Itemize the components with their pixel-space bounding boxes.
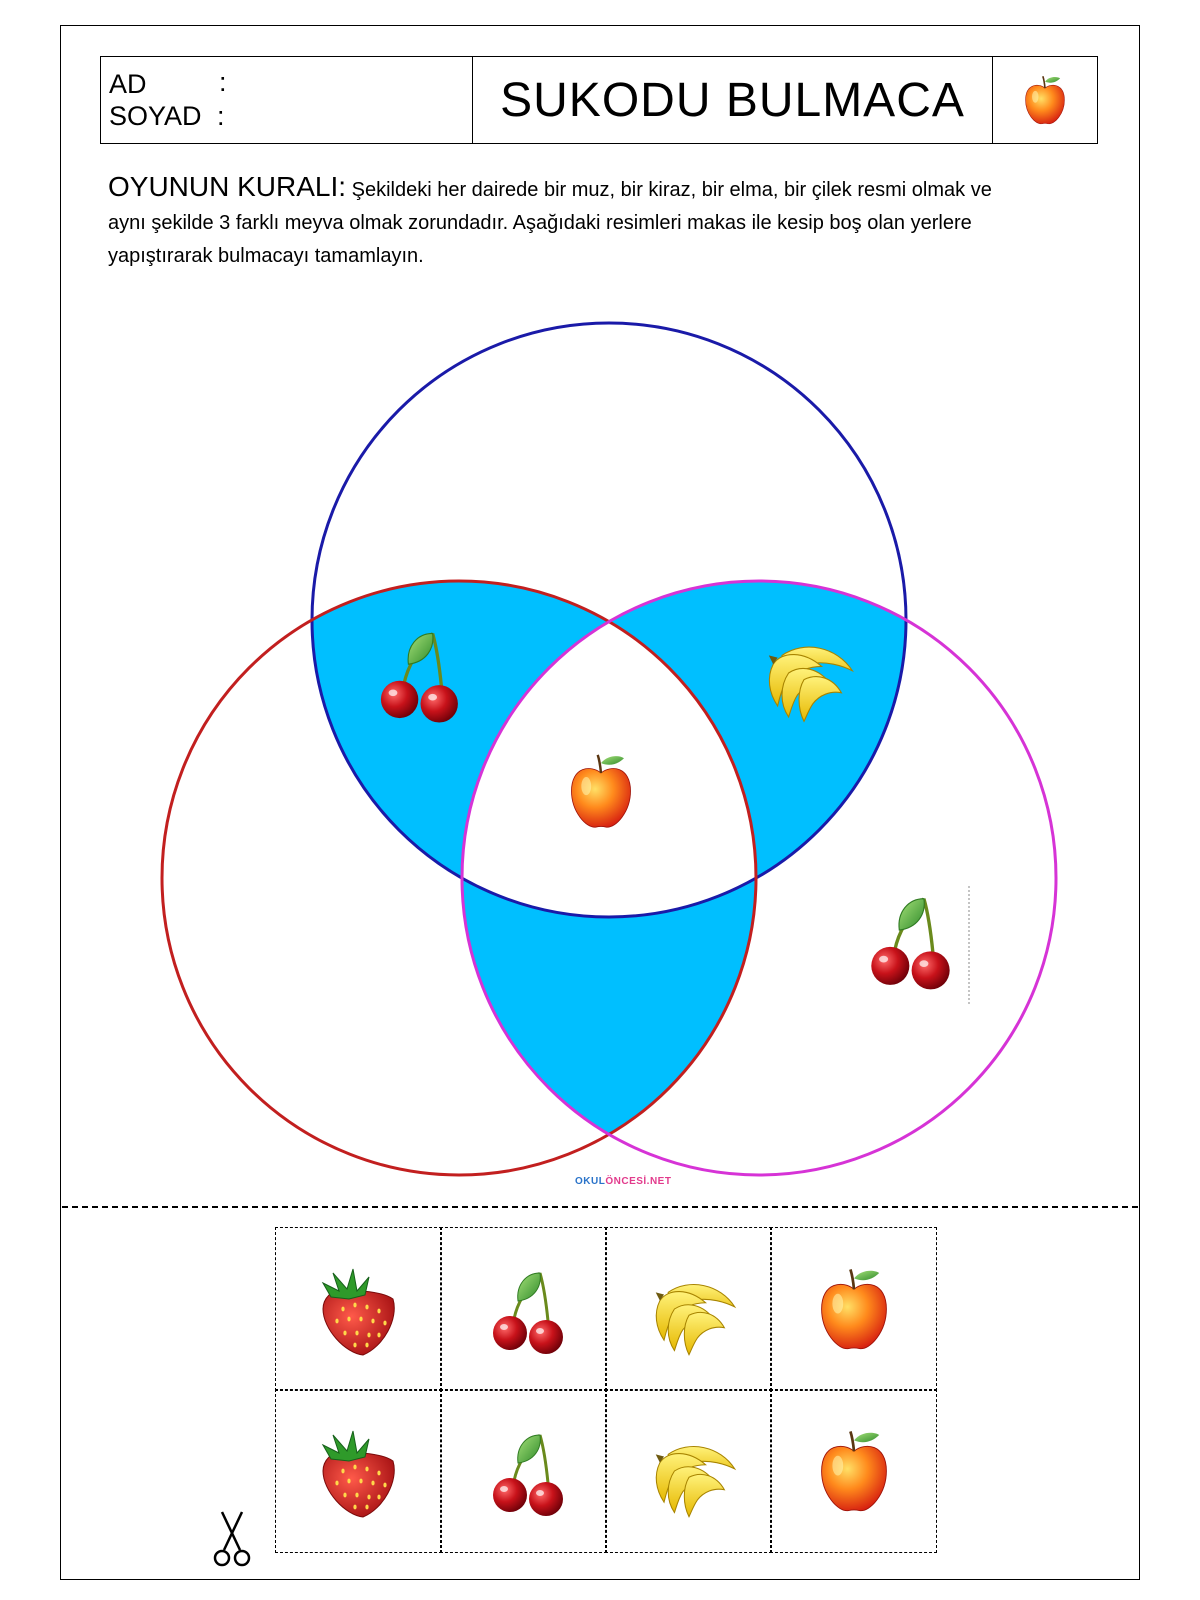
worksheet-title: SUKODU BULMACA bbox=[500, 73, 965, 127]
surname-label: SOYAD bbox=[109, 101, 202, 131]
name-label: AD bbox=[109, 69, 147, 99]
cut-line bbox=[62, 1206, 1138, 1208]
strawberry-icon bbox=[309, 1419, 409, 1523]
cherry-icon bbox=[474, 1413, 574, 1529]
surname-colon: : bbox=[217, 101, 225, 131]
cutout-cherry[interactable] bbox=[440, 1227, 607, 1391]
cutout-apple[interactable] bbox=[770, 1227, 937, 1391]
banana-icon bbox=[630, 1257, 748, 1361]
shaded-regions bbox=[162, 581, 1056, 1175]
cherry-icon bbox=[474, 1251, 574, 1367]
strawberry-icon bbox=[309, 1257, 409, 1361]
watermark: OKULÖNCESİ.NET bbox=[575, 1176, 672, 1187]
scissors-icon bbox=[212, 1510, 252, 1570]
name-colon: : bbox=[219, 67, 227, 97]
apple-icon bbox=[809, 1416, 899, 1526]
cutout-strawberry[interactable] bbox=[275, 1389, 442, 1553]
cutout-strawberry[interactable] bbox=[275, 1227, 442, 1391]
cutout-cherry[interactable] bbox=[440, 1389, 607, 1553]
cutout-apple[interactable] bbox=[770, 1389, 937, 1553]
cutout-banana[interactable] bbox=[605, 1227, 772, 1391]
rules-text: Şekildeki her dairede bir muz, bir kiraz, bir elma, bir çilek resmi olmak ve aynı şekilde 3 farklı meyva olmak zorundadır. Aşağıdaki resimleri makas ile kesip boş olan yerlere yapıştırarak bulmacayı tamamlayın. bbox=[108, 179, 992, 267]
apple-icon bbox=[809, 1254, 899, 1364]
cherry-icon bbox=[871, 899, 949, 990]
cutout-banana[interactable] bbox=[605, 1389, 772, 1553]
cutout-grid bbox=[276, 1228, 936, 1552]
banana-icon bbox=[630, 1419, 748, 1523]
rules-label: OYUNUN KURALI: bbox=[108, 171, 347, 202]
